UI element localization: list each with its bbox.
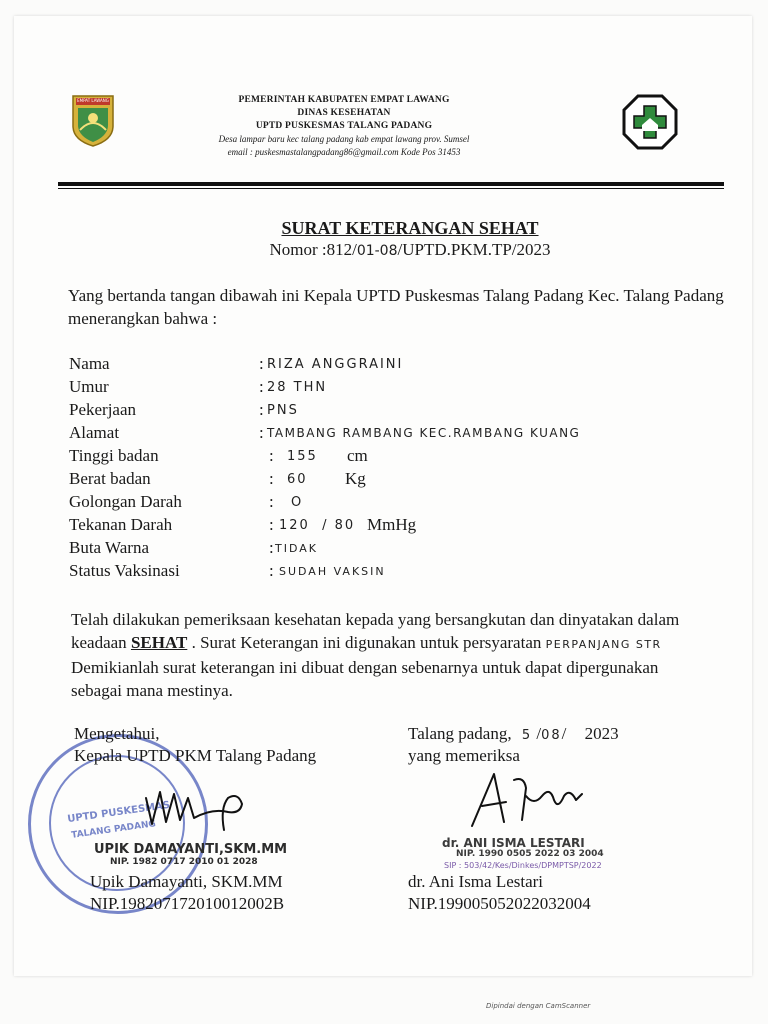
field-value: PNS <box>267 403 299 418</box>
stamp-text-bottom: TALANG PADANG <box>70 819 157 841</box>
body-purpose-intro: . Surat Keterangan ini digunakan untuk persyaratan <box>187 633 542 652</box>
field-colon: : <box>259 377 264 396</box>
left-signer-nip: NIP.198207172010012002B <box>90 894 285 913</box>
field-value: TAMBANG RAMBANG KEC.RAMBANG KUANG <box>267 426 581 440</box>
field-unit: cm <box>347 446 368 465</box>
field-value: 60 <box>287 472 308 487</box>
body-paragraph <box>71 608 741 702</box>
field-label: Tekanan Darah <box>69 515 173 534</box>
field-colon: : <box>269 538 274 557</box>
right-name-stamp <box>442 838 604 871</box>
field-colon: : <box>259 354 264 373</box>
left-name-stamp <box>94 842 287 867</box>
left-signature <box>142 778 252 838</box>
right-signer-name: dr. Ani Isma Lestari <box>408 872 544 891</box>
date-day-hw: 5 <box>521 728 533 743</box>
document-page <box>14 16 752 976</box>
letterhead-text <box>134 94 554 159</box>
field-label: Nama <box>69 354 110 373</box>
document-title: SURAT KETERANGAN SEHAT <box>281 218 539 238</box>
field-label: Golongan Darah <box>69 492 182 511</box>
field-value: RIZA ANGGRAINI <box>267 357 404 372</box>
field-colon: : <box>269 469 274 488</box>
letterhead-divider-thin <box>58 188 724 189</box>
right-stamp-sip: SIP : 503/42/Kes/Dinkes/DPMPTSP/2022 <box>444 861 602 870</box>
field-value: O <box>291 495 304 510</box>
body-line3: Demikianlah surat keterangan ini dibuat dengan sebenarnya untuk dapat dipergunakan <box>71 658 659 677</box>
field-label: Alamat <box>69 423 120 442</box>
field-colon: : <box>269 515 274 534</box>
document-number <box>14 240 768 260</box>
date-slash: / <box>532 724 542 743</box>
field-colon: : <box>269 492 274 511</box>
purpose-handwritten: PERPANJANG STR <box>545 638 662 651</box>
field-value: SUDAH VAKSIN <box>279 565 386 578</box>
date-year: 2023 <box>584 724 619 743</box>
nomor-suffix: /UPTD.PKM.TP/2023 <box>397 240 551 259</box>
left-sign-line2: Kepala UPTD PKM Talang Padang <box>74 746 317 765</box>
place: Talang padang, <box>408 724 512 743</box>
nomor-prefix: Nomor :812/ <box>269 240 357 259</box>
regency-crest-logo <box>70 92 116 148</box>
letterhead-email: email : puskesmastalangpadang86@gmail.com Kode Pos 31453 <box>227 147 461 157</box>
left-signer-name: Upik Damayanti, SKM.MM <box>90 872 283 891</box>
puskesmas-logo <box>622 94 678 150</box>
scanner-footer: Dipindai dengan CamScanner <box>486 1002 591 1010</box>
field-label: Pekerjaan <box>69 400 137 419</box>
left-stamp-name: UPIK DAMAYANTI,SKM.MM <box>94 842 288 857</box>
field-label: Berat badan <box>69 469 151 488</box>
sehat-word: SEHAT <box>130 633 188 652</box>
body-keadaan: keadaan <box>71 633 131 652</box>
letterhead-address: Desa lampar baru kec talang padang kab empat lawang prov. Sumsel <box>218 134 470 144</box>
field-colon: : <box>269 561 274 580</box>
field-colon: : <box>259 423 264 442</box>
body-line4: sebagai mana mestinya. <box>71 681 233 700</box>
date-slash: / <box>561 724 571 743</box>
field-colon: : <box>259 400 264 419</box>
field-unit: Kg <box>345 469 366 488</box>
field-label: Status Vaksinasi <box>69 561 180 580</box>
letterhead-line1: PEMERINTAH KABUPATEN EMPAT LAWANG <box>238 95 450 105</box>
letterhead-line2: DINAS KESEHATAN <box>297 108 391 118</box>
intro-paragraph: Yang bertanda tangan dibawah ini Kepala UPTD Puskesmas Talang Padang Kec. Talang Padang menerangkan bahwa : <box>68 286 724 328</box>
field-unit: MmHg <box>367 515 417 534</box>
left-stamp-nip: NIP. 1982 0717 2010 01 2028 <box>110 857 258 867</box>
crest-text: EMPAT LAWANG <box>77 98 109 103</box>
right-role: yang memeriksa <box>408 746 520 765</box>
letterhead-line3: UPTD PUSKESMAS TALANG PADANG <box>255 121 433 131</box>
nomor-handwritten: 01-08 <box>356 243 398 259</box>
stamp-text-top: UPTD PUSKESMAS <box>66 799 171 826</box>
left-sign-line1: Mengetahui, <box>74 724 160 743</box>
body-line1: Telah dilakukan pemeriksaan kesehatan kepada yang bersangkutan dan dinyatakan dalam <box>71 610 680 629</box>
field-value: 28 THN <box>267 380 328 395</box>
body-line2 <box>71 631 741 656</box>
field-value: 155 <box>287 449 318 464</box>
field-value: TIDAK <box>275 542 318 555</box>
right-place-date <box>408 724 619 744</box>
right-stamp-nip: NIP. 1990 0505 2022 03 2004 <box>456 849 604 859</box>
letterhead-divider <box>58 182 724 186</box>
field-label: Umur <box>69 377 109 396</box>
right-signer-nip: NIP.199005052022032004 <box>408 894 591 913</box>
date-month-hw: 08 <box>541 728 562 743</box>
right-stamp-name: dr. ANI ISMA LESTARI <box>442 836 585 850</box>
field-label: Buta Warna <box>69 538 149 557</box>
right-signature <box>464 766 604 836</box>
field-label: Tinggi badan <box>69 446 159 465</box>
field-value: 120 / 80 <box>279 518 356 533</box>
field-colon: : <box>269 446 274 465</box>
